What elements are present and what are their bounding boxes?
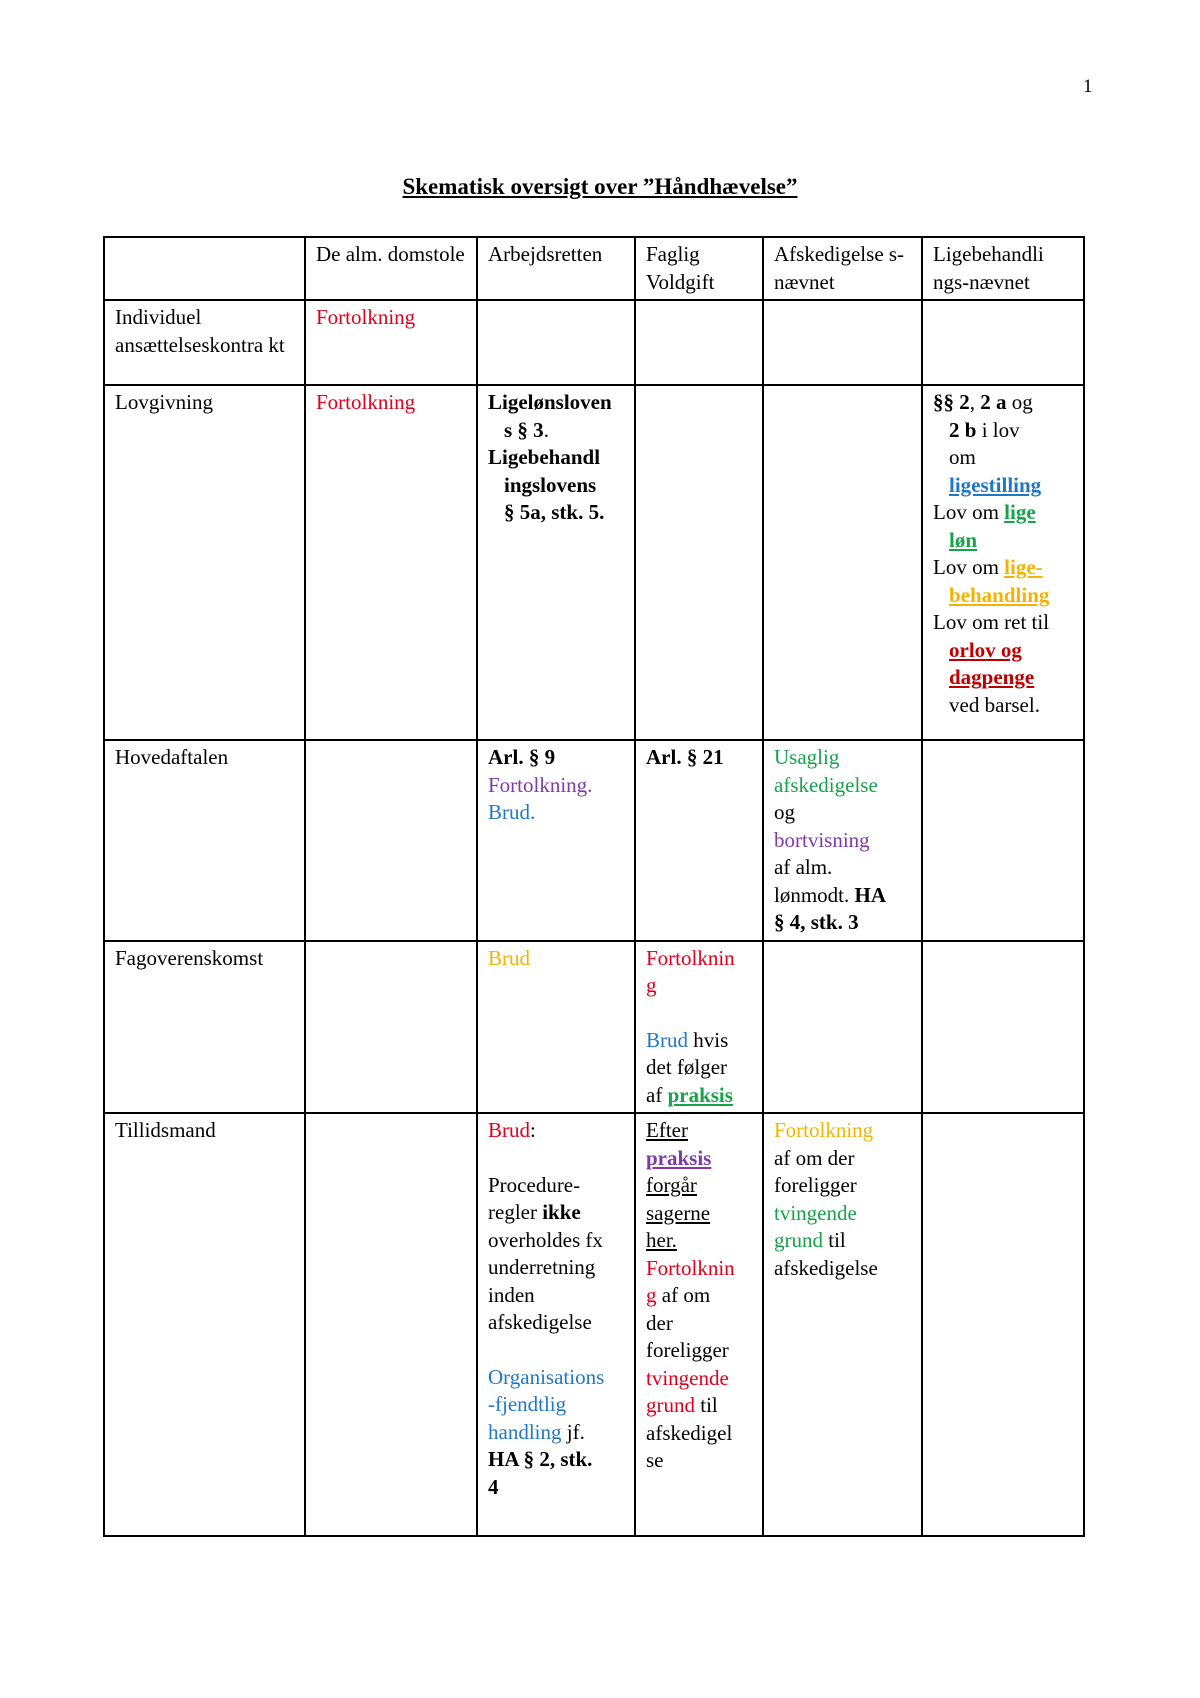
cell-empty xyxy=(922,941,1084,1114)
cell-text: HA § 2, stk. xyxy=(488,1447,593,1471)
cell-text: Fortolkning xyxy=(774,1118,874,1142)
table-row-fagoverenskomst xyxy=(104,941,1084,1114)
cell-text: Brud xyxy=(646,1027,688,1052)
table-row-lovgivning xyxy=(104,385,1084,740)
cell-text: i lov xyxy=(976,417,1020,442)
spacer xyxy=(646,1000,758,1027)
header-cell-empty xyxy=(104,237,305,300)
cell-text: Lov om xyxy=(933,555,1005,579)
cell-text: orlov og xyxy=(949,637,1022,662)
cell xyxy=(922,385,1084,740)
cell-empty xyxy=(477,300,635,385)
cell-empty xyxy=(763,300,922,385)
cell-text: se xyxy=(646,1448,664,1472)
cell-empty xyxy=(305,740,477,941)
cell-text: overholdes fx xyxy=(488,1227,603,1252)
cell-empty xyxy=(635,385,763,740)
cell xyxy=(763,740,922,941)
cell-text: og xyxy=(1006,390,1033,414)
cell-text: praksis xyxy=(667,1082,733,1107)
table-row-hovedaftalen xyxy=(104,740,1084,941)
cell-text: jf. xyxy=(561,1419,585,1444)
cell-text: Lov om ret til xyxy=(933,610,1050,634)
cell-text: hvis xyxy=(688,1027,729,1052)
cell-text: afskedigel xyxy=(646,1420,733,1445)
cell-text: 4 xyxy=(488,1474,499,1499)
cell-text: tvingende xyxy=(774,1200,857,1225)
cell-empty xyxy=(305,1113,477,1536)
cell: Arl. § 21 xyxy=(635,740,763,941)
header-cell-afskedigelsesnaevnet: Afskedigelse s-nævnet xyxy=(763,237,922,300)
cell-text: der xyxy=(646,1310,673,1335)
cell-text: 2 a xyxy=(980,390,1007,414)
cell-text: og xyxy=(774,800,795,824)
cell-text: grund xyxy=(774,1228,823,1252)
cell: Brud xyxy=(477,941,635,1114)
cell-text: Fortolknin xyxy=(646,1255,735,1280)
cell-text: Lov om xyxy=(933,500,1005,524)
cell-text: tvingende xyxy=(646,1365,729,1390)
cell-text: om xyxy=(949,445,976,469)
cell-text: ved barsel. xyxy=(949,692,1040,717)
cell-text: HA xyxy=(854,882,887,907)
cell xyxy=(635,941,763,1114)
cell-text: sagerne xyxy=(646,1200,711,1225)
cell-text: § 4, stk. 3 xyxy=(774,910,859,934)
cell xyxy=(477,1113,635,1536)
cell-text: løn xyxy=(949,527,978,552)
cell-text: Usaglig xyxy=(774,745,840,769)
spacer xyxy=(488,1337,630,1364)
cell-text: . xyxy=(543,417,549,442)
page-number: 1 xyxy=(1083,76,1093,97)
cell xyxy=(477,385,635,740)
cell-text: afskedigelse xyxy=(488,1310,592,1334)
cell-text: Brud. xyxy=(488,800,536,824)
cell-text: Arl. § 9 xyxy=(488,745,556,769)
spacer xyxy=(488,1145,630,1172)
cell-text: ingslovens xyxy=(504,472,597,497)
cell-text: inden xyxy=(488,1282,535,1307)
cell-text: af xyxy=(646,1082,668,1107)
cell-text: s § 3 xyxy=(504,417,544,442)
cell-text: -fjendtlig xyxy=(488,1392,567,1416)
cell-text: Procedure- xyxy=(488,1172,581,1197)
cell: Fortolkning xyxy=(305,300,477,385)
header-cell-ligebehandlingsnaevnet: Ligebehandli ngs-nævnet xyxy=(922,237,1084,300)
cell-text: Fortolkning. xyxy=(488,772,593,797)
cell-text: Organisations xyxy=(488,1364,605,1389)
cell-empty xyxy=(635,300,763,385)
cell-text: det følger xyxy=(646,1055,728,1079)
cell-text: underretning xyxy=(488,1255,596,1279)
cell-text: ikke xyxy=(542,1200,581,1224)
cell-text: , xyxy=(969,390,981,414)
cell-text: af alm. xyxy=(774,855,833,879)
cell-text: afskedigelse xyxy=(774,772,878,797)
cell-text: §§ 2 xyxy=(933,390,970,414)
cell-empty xyxy=(922,300,1084,385)
row-label: Lovgivning xyxy=(104,385,305,740)
table-row-individuel xyxy=(104,300,1084,385)
cell-empty xyxy=(763,941,922,1114)
cell xyxy=(763,1113,922,1536)
cell: Fortolkning xyxy=(305,385,477,740)
cell-text: : xyxy=(530,1118,536,1142)
cell-text: handling xyxy=(488,1419,562,1444)
cell-text: til xyxy=(823,1228,846,1252)
row-label: Fagoverenskomst xyxy=(104,941,305,1114)
cell-text: her. xyxy=(646,1228,677,1252)
row-label: Individuel ansættelseskontra kt xyxy=(104,300,305,385)
cell-text: g xyxy=(646,1283,657,1307)
header-cell-faglig-voldgift: Faglig Voldgift xyxy=(635,237,763,300)
page-title: Skematisk oversigt over ”Håndhævelse” xyxy=(402,174,798,199)
cell xyxy=(635,1113,763,1536)
cell-text: foreligger xyxy=(646,1338,729,1362)
cell-text: af om xyxy=(656,1283,711,1307)
cell-text: Fortolknin xyxy=(646,945,735,970)
cell-text: til xyxy=(695,1393,718,1417)
cell-text: g xyxy=(646,973,657,997)
cell-text: lige- xyxy=(1004,555,1043,579)
cell-empty xyxy=(922,1113,1084,1536)
cell-text: lønmodt. xyxy=(774,882,855,907)
header-cell-arbejdsretten: Arbejdsretten xyxy=(477,237,635,300)
cell-empty xyxy=(763,385,922,740)
row-label: Tillidsmand xyxy=(104,1113,305,1536)
cell-text: regler xyxy=(488,1200,543,1224)
table-row-tillidsmand xyxy=(104,1113,1084,1536)
cell-empty xyxy=(922,740,1084,941)
cell-text: bortvisning xyxy=(774,827,870,852)
cell-text: dagpenge xyxy=(949,665,1035,689)
overview-table xyxy=(103,236,1085,1537)
cell-text: afskedigelse xyxy=(774,1255,878,1280)
table-header-row xyxy=(104,237,1084,300)
cell-text: grund xyxy=(646,1393,695,1417)
cell-text: 2 b xyxy=(949,417,977,442)
cell-text: Brud xyxy=(488,1118,530,1142)
cell-text: Ligebehandl xyxy=(488,445,601,469)
cell-text: forgår xyxy=(646,1173,697,1197)
cell-text: behandling xyxy=(949,582,1050,607)
cell-empty xyxy=(305,941,477,1114)
cell-text: ligestilling xyxy=(949,472,1042,497)
cell-text: af om der xyxy=(774,1145,855,1170)
cell-text: § 5a, stk. 5. xyxy=(504,500,605,524)
header-cell-domstole: De alm. domstole xyxy=(305,237,477,300)
cell xyxy=(477,740,635,941)
row-label: Hovedaftalen xyxy=(104,740,305,941)
cell-text: Efter xyxy=(646,1118,688,1142)
cell-text: lige xyxy=(1004,500,1036,524)
cell-text: foreligger xyxy=(774,1173,857,1197)
cell-text: Ligelønsloven xyxy=(488,390,612,414)
cell-text: praksis xyxy=(646,1145,712,1170)
